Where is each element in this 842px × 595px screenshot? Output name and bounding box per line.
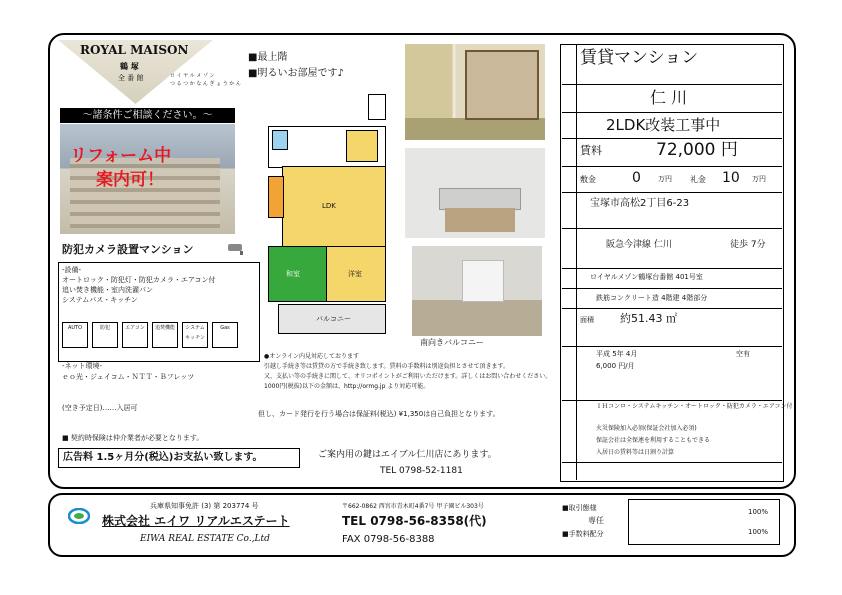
reform-line1: リフォーム中: [70, 146, 172, 166]
living-window: [462, 260, 504, 302]
features-line1: オートロック・防犯灯・防犯カメラ・エアコン付: [62, 276, 216, 284]
row-divider: [562, 288, 782, 289]
floorplan-ldk-label: LDK: [322, 202, 336, 210]
net-line: ｅｏ光・ジェイコム・ＮＴＴ・Ｂフレッツ: [62, 373, 195, 381]
ad-fee-box: [58, 448, 300, 468]
memo-text: (空き予定日)……入居可: [62, 404, 138, 412]
floorplan-kitchen: [346, 130, 378, 162]
reform-line2: 案内可！: [96, 170, 164, 190]
photo-caption: 南向きバルコニー: [420, 338, 484, 347]
property-parking: 空有: [736, 350, 750, 358]
highlight-bright: ■明るいお部屋です♪: [248, 68, 344, 79]
property-remark1: 火災保険加入必須(保証会社加入必須): [596, 425, 697, 432]
features-heading: -設備-: [62, 266, 82, 274]
property-amenities: ＩＨコンロ・システムキッチン・オートロック・防犯カメラ・エアコン付: [596, 403, 793, 410]
autolock-icon: AUTO: [62, 322, 88, 348]
photo-kitchen: [405, 148, 545, 238]
agent-value: 専任: [588, 516, 604, 525]
property-mgmt: 6,000 円/月: [596, 362, 635, 370]
eiwa-logo-icon: [68, 508, 90, 524]
area-label: 面積: [580, 316, 594, 324]
row-divider: [562, 308, 782, 309]
company-name: 株式会社 エイワ リアルエステート: [102, 514, 290, 528]
photo-living: [412, 246, 542, 336]
property-status: 2LDK改装工事中: [606, 116, 721, 134]
kitchen-cabinet: [445, 208, 515, 232]
row-divider: [562, 192, 782, 193]
share-label: ■手数料配分: [562, 530, 604, 538]
gas-grill-icon: Gas: [212, 322, 238, 348]
contract-note: ■ 契約時保険は仲介業者が必要となります。: [62, 434, 204, 442]
property-name: 仁 川: [650, 88, 688, 107]
property-built: 平成 5年 4月: [596, 350, 638, 358]
row-divider: [562, 228, 782, 229]
property-address: 宝塚市高松2丁目6-23: [590, 198, 690, 209]
net-heading: -ネット環境-: [62, 362, 103, 370]
logo-sub4: つ る つ か な ん ぎ ょ う か ん: [170, 81, 241, 87]
note-online: ●オンライン内見対応しております: [264, 353, 360, 360]
note-limit: 1000円(税抜)以下の金額は、http://ormg.jp より対応可能。: [264, 383, 430, 390]
floorplan-bath: [272, 130, 288, 150]
photo-washitsu: [405, 44, 545, 140]
property-table: [560, 44, 784, 482]
reheat-icon: 追焚機能: [152, 322, 178, 348]
note-card: 但し、カード発行を行う場合は保証料(税込) ¥1,350は自己負担となります。: [258, 410, 500, 418]
logo-sub1: 鶴 塚: [120, 62, 139, 71]
row-divider: [562, 138, 782, 139]
company-name-en: EIWA REAL ESTATE Co.,Ltd: [140, 534, 270, 544]
amenity-icons: [62, 322, 238, 348]
key-money-unit: 万円: [752, 175, 766, 183]
closet-door: [465, 50, 539, 120]
floorplan-yoshitsu-label: 洋室: [348, 270, 362, 278]
deposit-label: 敷金: [580, 175, 596, 184]
features-line2: 追い焚き機能・室内洗濯パン: [62, 286, 153, 294]
kitchen-counter: [439, 188, 521, 210]
license-number: 兵庫県知事免許 (3) 第 203774 号: [150, 502, 259, 510]
ad-fee-text: 広告料 1.5ヶ月分(税込)お支払い致します。: [63, 452, 263, 463]
floorplan-entry: [368, 94, 386, 120]
company-tel: TEL 0798-56-8358(代): [342, 514, 487, 528]
property-station: 阪急今津線 仁川: [606, 240, 672, 250]
key-money-label: 礼金: [690, 175, 706, 184]
floor-plan: [266, 94, 386, 334]
share-pct-1: 100%: [748, 508, 769, 516]
conditions-banner: ～諸条件ご相談ください。～: [60, 108, 235, 123]
camera-icon: [226, 240, 246, 254]
property-structure: 鉄筋コンクリート造 4階建 4階部分: [596, 294, 708, 302]
key-money-value: 10: [722, 170, 740, 186]
logo-sub3: ロ イ ヤ ル メ ゾ ン: [170, 73, 215, 79]
floorplan-washitsu-label: 和室: [286, 270, 300, 278]
system-kitchen-icon: システムキッチン: [182, 322, 208, 348]
row-divider: [562, 112, 782, 113]
property-walk: 徒歩 7分: [730, 240, 766, 250]
note-procedure: 引越し手続き等は賃貸の方で手続き致します。賃料の手数料は別途負担とさせて頂きます。: [264, 363, 510, 370]
share-pct-2: 100%: [748, 528, 769, 536]
logo-brand: ROYAL MAISON: [80, 43, 189, 57]
property-type: 賃貸マンション: [580, 48, 699, 68]
features-line3: システムバス・キッチン: [62, 296, 138, 304]
building-facade: [70, 158, 220, 228]
store-tel: TEL 0798-52-1181: [380, 466, 463, 476]
company-address: 〒662-0862 西宮市青木町4番7号 甲子園ビル303号: [342, 503, 484, 510]
row-divider: [562, 462, 782, 463]
label-column: [562, 44, 577, 480]
fee-share-table: [628, 499, 780, 545]
security-icon: 防犯: [92, 322, 118, 348]
property-remark3: 入居日の賃料等は日割り計算: [596, 449, 675, 456]
agent-label: ■取引態様: [562, 504, 597, 512]
row-divider: [562, 166, 782, 167]
row-divider: [562, 268, 782, 269]
property-building: ロイヤルメゾン鶴塚台番館 401号室: [590, 273, 703, 281]
row-divider: [562, 346, 782, 347]
company-fax: FAX 0798-56-8388: [342, 534, 435, 545]
tatami-floor: [405, 118, 545, 140]
camera-caption: 防犯カメラ設置マンション: [62, 243, 194, 256]
deposit-value: 0: [632, 170, 641, 186]
property-remark2: 保証会社は全保連を利用することもできる: [596, 437, 711, 444]
rent-label: 賃料: [580, 144, 602, 157]
logo-sub2: 全 番 館: [118, 74, 144, 82]
area-value: 約51.43 ㎡: [620, 312, 677, 325]
key-location: ご案内用の鍵はエイブル仁川店にあります。: [318, 450, 497, 460]
floorplan-closet: [268, 176, 284, 218]
deposit-unit: 万円: [658, 175, 672, 183]
rent-value: 72,000 円: [656, 140, 738, 160]
note-payment: 又、支払い等の手続きに関して、オリコポイントがご利用いただけます。詳しくはお問い合わせください。: [264, 373, 552, 380]
aircon-icon: エアコン: [122, 322, 148, 348]
row-divider: [562, 84, 782, 85]
row-divider: [562, 400, 782, 401]
highlight-top-floor: ■最上階: [248, 52, 288, 63]
floorplan-balcony-label: バルコニー: [316, 315, 351, 323]
